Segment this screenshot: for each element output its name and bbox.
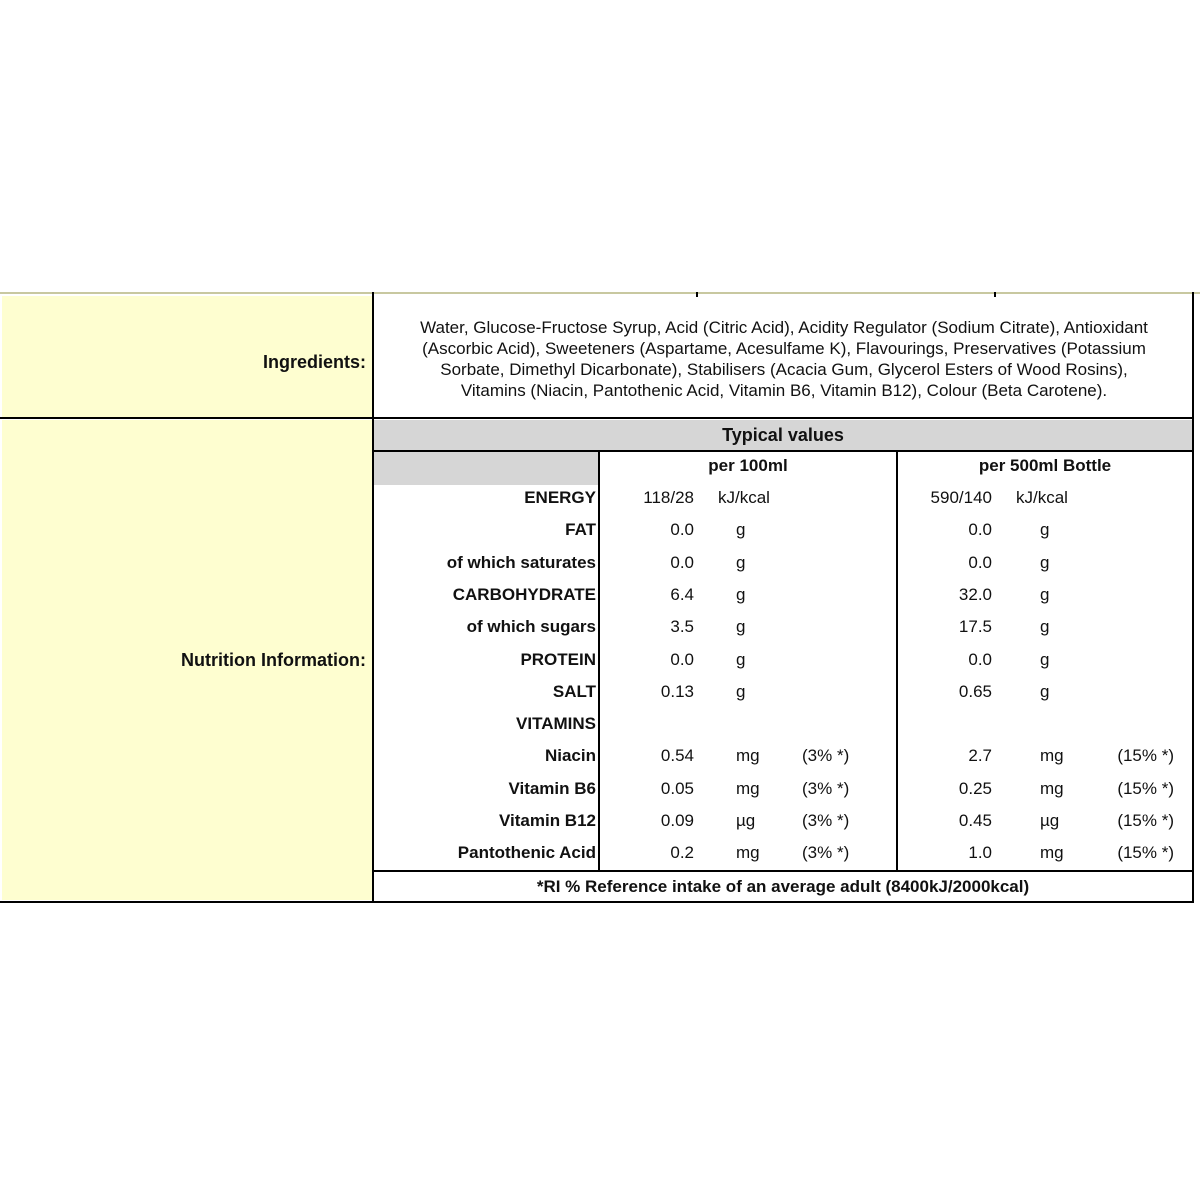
- table-border: [994, 292, 996, 297]
- per-bottle-unit: kJ/kcal: [1016, 488, 1068, 507]
- per-bottle-value: 17.5: [958, 617, 992, 637]
- nutrient-name: Vitamin B12: [498, 811, 596, 830]
- per-bottle-value: 0.65: [958, 681, 992, 701]
- per-100ml-unit: kJ/kcal: [718, 488, 770, 507]
- nutrient-name: ENERGY: [524, 488, 596, 507]
- per-bottle-unit: g: [1040, 584, 1050, 604]
- per-bottle-unit: g: [1040, 617, 1050, 637]
- nutrient-row: [374, 611, 1192, 643]
- nutrient-row: [374, 676, 1192, 708]
- nutrient-row: [374, 740, 1192, 772]
- nutrient-name: CARBOHYDRATE: [452, 584, 596, 604]
- nutrient-row: [374, 708, 1192, 740]
- nutrient-row: [374, 805, 1192, 837]
- per-bottle-unit: g: [1040, 681, 1050, 701]
- nutrient-name: Vitamin B6: [508, 778, 596, 798]
- typical-values-header: Typical values: [374, 420, 1192, 450]
- table-border: [372, 870, 1194, 872]
- per-100ml-value: 0.0: [670, 520, 694, 540]
- nutrition-label: Nutrition Information:: [181, 650, 366, 670]
- per-bottle-unit: mg: [1040, 778, 1064, 798]
- per-bottle-value: 0.0: [968, 552, 992, 572]
- per-100ml-unit: g: [736, 681, 746, 701]
- ingredients-line: (Ascorbic Acid), Sweeteners (Aspartame, Acesulfame K), Flavourings, Preservatives (Potassium: [422, 339, 1146, 358]
- nutrient-row: [374, 837, 1192, 869]
- per-100ml-value: 0.2: [670, 843, 694, 863]
- per-100ml-unit: g: [736, 552, 746, 572]
- per-bottle-unit: mg: [1040, 746, 1064, 766]
- per-bottle-unit: mg: [1040, 843, 1064, 863]
- nutrient-name: Niacin: [544, 746, 596, 766]
- nutrient-row: [374, 579, 1192, 611]
- per-bottle-unit: g: [1040, 552, 1050, 572]
- per-100ml-unit: g: [736, 649, 746, 669]
- per-bottle-value: 1.0: [968, 843, 992, 863]
- per-100ml-ri: (3% *): [802, 811, 850, 830]
- per-bottle-ri: (15% *): [1117, 778, 1174, 798]
- per-100ml-ri: (3% *): [802, 746, 850, 766]
- nutrient-name: of which saturates: [446, 552, 596, 572]
- per-bottle-value: 590/140: [930, 488, 992, 507]
- nutrient-row: [374, 547, 1192, 579]
- table-border: [372, 292, 374, 903]
- per-100ml-value: 0.0: [670, 552, 694, 572]
- header-gray-block: [374, 451, 598, 485]
- ingredients-label: Ingredients:: [262, 352, 366, 372]
- per-100ml-value: 6.4: [670, 584, 694, 604]
- per-bottle-header: per 500ml Bottle: [978, 456, 1112, 475]
- per-bottle-value: 0.25: [958, 778, 992, 798]
- per-100ml-unit: g: [736, 520, 746, 540]
- nutrient-name: SALT: [552, 681, 596, 701]
- per-bottle-ri: (15% *): [1117, 843, 1174, 863]
- per-100ml-value: 0.0: [670, 649, 694, 669]
- nutrition-label-cell: [2, 420, 372, 900]
- nutrient-row: [374, 773, 1192, 805]
- per-bottle-unit: g: [1040, 649, 1050, 669]
- per-bottle-value: 32.0: [958, 584, 992, 604]
- per-bottle-unit: g: [1040, 520, 1050, 540]
- ingredients-text: [378, 317, 1190, 401]
- per-bottle-ri: (15% *): [1117, 811, 1174, 830]
- table-border: [0, 292, 1200, 294]
- per-100ml-ri: (3% *): [802, 778, 850, 798]
- ingredients-label-cell: [2, 296, 372, 418]
- nutrient-name: FAT: [565, 520, 596, 540]
- per-100ml-value: 0.54: [660, 746, 694, 766]
- nutrient-name: PROTEIN: [520, 649, 596, 669]
- per-bottle-unit: µg: [1040, 811, 1060, 830]
- nutrient-row: [374, 514, 1192, 546]
- table-border: [0, 417, 1194, 419]
- per-100ml-unit: mg: [736, 746, 760, 766]
- ingredients-line: Vitamins (Niacin, Pantothenic Acid, Vitamin B6, Vitamin B12), Colour (Beta Carotene).: [460, 381, 1108, 400]
- per-bottle-value: 2.7: [968, 746, 992, 766]
- ingredients-line: Sorbate, Dimethyl Dicarbonate), Stabilisers (Acacia Gum, Glycerol Esters of Wood Rosins),: [440, 360, 1128, 379]
- per-bottle-ri: (15% *): [1117, 746, 1174, 766]
- per-100ml-value: 0.05: [660, 778, 694, 798]
- nutrition-table: [0, 292, 1200, 904]
- per-100ml-unit: mg: [736, 778, 760, 798]
- nutrient-name: VITAMINS: [516, 714, 596, 734]
- per-100ml-value: 118/28: [643, 488, 694, 507]
- table-border: [372, 450, 1194, 452]
- nutrient-row: [374, 644, 1192, 676]
- table-border: [1192, 292, 1194, 903]
- nutrient-name: of which sugars: [466, 617, 596, 637]
- reference-intake-footnote: *RI % Reference intake of an average adult (8400kJ/2000kcal): [536, 877, 1030, 896]
- per-100ml-value: 3.5: [670, 617, 694, 637]
- per-bottle-value: 0.0: [968, 520, 992, 540]
- per-100ml-unit: g: [736, 584, 746, 604]
- per-bottle-value: 0.45: [958, 811, 992, 830]
- table-border: [696, 292, 698, 297]
- ingredients-line: Water, Glucose-Fructose Syrup, Acid (Citric Acid), Acidity Regulator (Sodium Citrate), Antioxidant: [420, 318, 1148, 337]
- per-100ml-value: 0.09: [660, 811, 694, 830]
- table-border: [598, 450, 600, 870]
- per-100ml-ri: (3% *): [802, 843, 850, 863]
- per-100ml-unit: mg: [736, 843, 760, 863]
- per-100ml-header: per 100ml: [708, 456, 788, 475]
- per-100ml-unit: µg: [736, 811, 756, 830]
- table-border: [0, 901, 1194, 903]
- per-bottle-value: 0.0: [968, 649, 992, 669]
- per-100ml-unit: g: [736, 617, 746, 637]
- table-border: [896, 450, 898, 870]
- nutrient-name: Pantothenic Acid: [457, 843, 596, 863]
- per-100ml-value: 0.13: [660, 681, 694, 701]
- nutrient-row: [374, 482, 1192, 514]
